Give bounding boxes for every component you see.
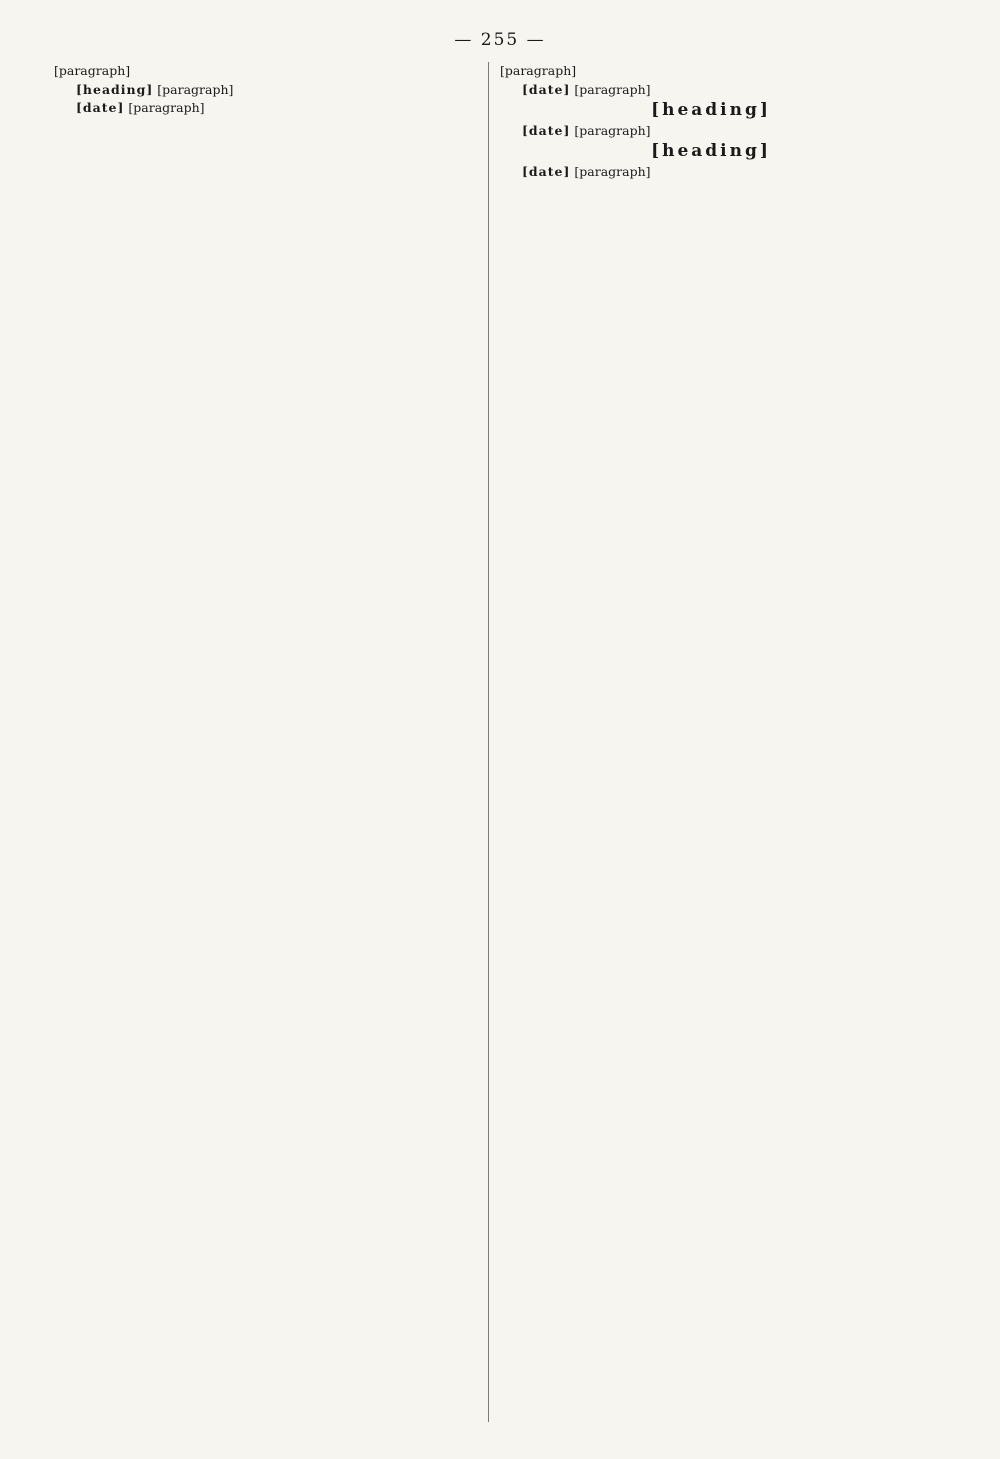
dateline: [date]	[522, 163, 571, 179]
dateline: [date]	[76, 100, 125, 116]
place-heading: [heading]	[76, 81, 154, 97]
article-paragraph: [paragraph]	[54, 63, 131, 78]
article-paragraph	[500, 122, 922, 141]
article-paragraph	[54, 81, 474, 100]
article-text: [paragraph]	[128, 100, 205, 116]
article-paragraph	[54, 99, 474, 118]
article-paragraph	[500, 81, 922, 100]
article-paragraph: [paragraph]	[500, 63, 577, 78]
article-text: [paragraph]	[574, 122, 651, 138]
section-heading-belgien: [heading]	[651, 100, 771, 121]
article-text: [paragraph]	[574, 81, 651, 97]
page-number: — 255 —	[454, 30, 546, 50]
column-divider	[488, 62, 489, 1422]
right-column	[500, 62, 922, 1422]
dateline: [date]	[522, 81, 571, 97]
article-paragraph	[500, 163, 922, 182]
article-text: [paragraph]	[157, 81, 234, 97]
section-heading-frankreich: [heading]	[651, 141, 771, 162]
article-text: [paragraph]	[574, 163, 651, 179]
left-column	[54, 62, 474, 1422]
dateline: [date]	[522, 122, 571, 138]
